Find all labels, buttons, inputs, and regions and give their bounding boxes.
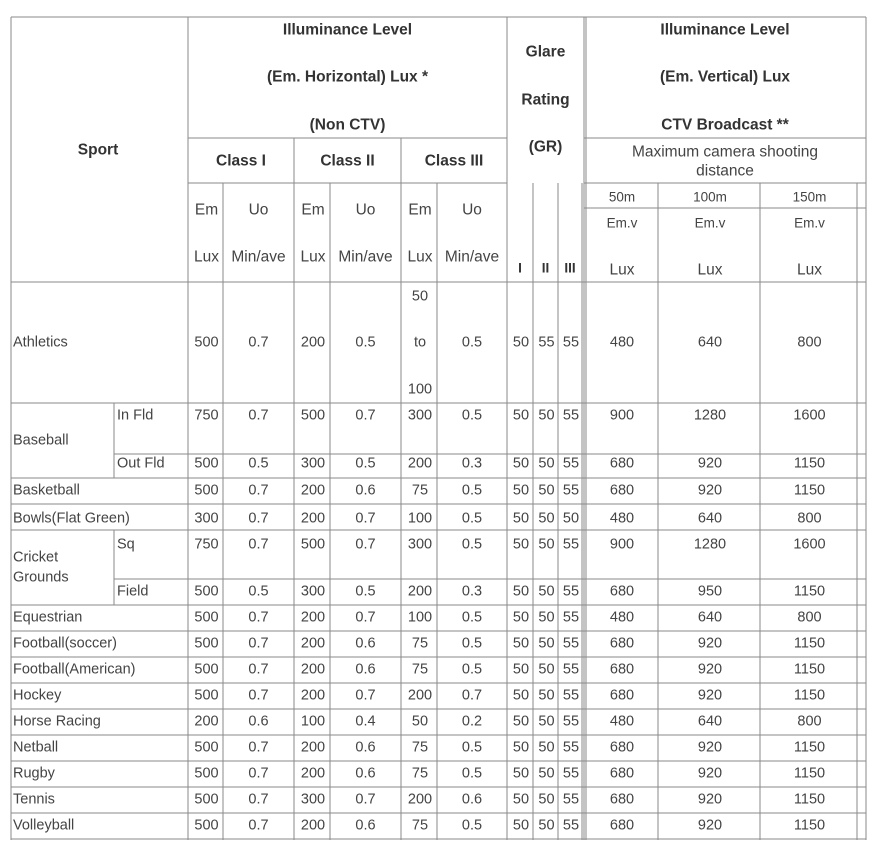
vertical-lux-value: 920 — [697, 687, 723, 704]
em-header-2: Em — [301, 201, 325, 219]
em-value: 75 — [411, 482, 429, 499]
em-value: 500 — [194, 583, 219, 600]
glare-value: 50 — [538, 713, 555, 730]
vertical-lux-value: 480 — [609, 334, 635, 350]
sport-name: Football(soccer) — [13, 635, 117, 652]
lux-header-3: Lux — [407, 248, 433, 266]
uo-value: 0.2 — [461, 713, 483, 730]
uo-value: 0.7 — [355, 407, 376, 424]
em-value: 200 — [407, 455, 433, 472]
em-value: 500 — [194, 455, 219, 472]
glare-value: 55 — [562, 817, 580, 834]
glare-value: 50 — [512, 687, 530, 704]
uo-value: 0.6 — [355, 661, 376, 678]
glare-value: 50 — [538, 510, 555, 527]
uo-value: 0.5 — [461, 510, 483, 527]
vertical-lux-value: 1150 — [793, 765, 826, 782]
uo-header-3: Uo — [462, 201, 482, 219]
distance-header-1: 50m — [608, 189, 636, 205]
vertical-header-note: CTV Broadcast ** — [661, 116, 789, 134]
emv-header-3: Em.v — [794, 215, 825, 231]
em-value: 200 — [300, 635, 326, 652]
em-value: 750 — [194, 407, 219, 424]
em-value: 300 — [300, 791, 326, 808]
em-value: 500 — [194, 817, 219, 834]
uo-value: 0.5 — [461, 609, 483, 626]
vertical-lux-value: 1280 — [693, 536, 727, 553]
uo-value: 0.7 — [355, 536, 376, 553]
uo-value: 0.7 — [355, 791, 376, 808]
vertical-lux-value: 680 — [609, 661, 635, 678]
uo-header-2: Uo — [355, 201, 376, 219]
glare-value: 50 — [538, 687, 555, 704]
uo-value: 0.5 — [461, 739, 483, 756]
uo-value: 0.7 — [461, 687, 483, 704]
lux-header-1: Lux — [194, 248, 219, 266]
em-value: 75 — [411, 739, 429, 756]
glare-value: 55 — [562, 661, 580, 678]
vertical-lux-value: 640 — [697, 510, 723, 527]
vertical-lux-value: 1150 — [793, 739, 826, 756]
table-gridlines — [10, 14, 868, 840]
vertical-lux-value: 1600 — [793, 407, 826, 424]
uo-value: 0.6 — [355, 739, 376, 756]
sport-subarea: In Fld — [117, 407, 154, 424]
emv-header-2: Em.v — [694, 215, 726, 231]
uo-value: 0.5 — [461, 536, 483, 553]
glare-value: 50 — [512, 455, 530, 472]
uo-value: 0.7 — [248, 536, 269, 553]
glare-value: 55 — [562, 635, 580, 652]
uo-value: 0.6 — [461, 791, 483, 808]
em-value: 100 — [407, 381, 433, 398]
em-value: 100 — [407, 510, 433, 527]
vertical-lux-value: 920 — [697, 791, 723, 808]
sport-name: Netball — [13, 739, 59, 756]
em-value: 75 — [411, 635, 429, 652]
glare-value: 55 — [562, 713, 580, 730]
glare-value: 50 — [538, 482, 555, 499]
camera-distance-header: Maximum camera shooting — [631, 143, 819, 161]
em-value: 500 — [194, 635, 219, 652]
vertical-lux-value: 950 — [697, 583, 723, 600]
glare-value: 50 — [538, 407, 555, 424]
em-value: 75 — [411, 817, 429, 834]
uo-value: 0.7 — [248, 510, 269, 527]
sport-subarea: Field — [117, 583, 149, 600]
glare-value: 50 — [512, 407, 530, 424]
glare-value: 50 — [512, 510, 530, 527]
illuminance-table — [10, 14, 868, 840]
glare-header-3: (GR) — [528, 138, 563, 156]
em-value: 200 — [300, 765, 326, 782]
uo-value: 0.5 — [248, 583, 269, 600]
glare-value: 55 — [562, 407, 580, 424]
em-value: 500 — [194, 609, 219, 626]
uo-value: 0.7 — [355, 510, 376, 527]
uo-value: 0.6 — [248, 713, 269, 730]
em-value: 300 — [300, 583, 326, 600]
vertical-lux-value: 480 — [609, 510, 635, 527]
horizontal-header-title: Illuminance Level — [282, 21, 413, 39]
sport-subarea: Out Fld — [117, 455, 165, 472]
sport-name: Horse Racing — [13, 713, 101, 730]
horizontal-header-unit: (Em. Horizontal) Lux * — [266, 68, 429, 86]
uo-value: 0.3 — [461, 583, 483, 600]
uo-value: 0.6 — [355, 635, 376, 652]
em-value: 200 — [300, 609, 326, 626]
glare-value: 55 — [562, 455, 580, 472]
vertical-lux-value: 1150 — [793, 791, 826, 808]
em-header-1: Em — [194, 201, 219, 219]
vertical-lux-value: 920 — [697, 817, 723, 834]
em-value: 750 — [194, 536, 219, 553]
vertical-lux-value: 1150 — [793, 687, 826, 704]
vertical-lux-value: 920 — [697, 661, 723, 678]
em-value: 500 — [194, 482, 219, 499]
gr-iii-header: III — [564, 260, 576, 276]
sport-name: Football(American) — [13, 661, 136, 678]
glare-value: 50 — [512, 739, 530, 756]
uo-value: 0.7 — [248, 687, 269, 704]
glare-value: 50 — [538, 583, 555, 600]
vertical-lux-value: 1150 — [793, 817, 826, 834]
vertical-lux-value: 680 — [609, 765, 635, 782]
glare-value: 55 — [562, 765, 580, 782]
em-value: 75 — [411, 765, 429, 782]
minave-header-1: Min/ave — [231, 248, 286, 266]
em-value: 500 — [300, 407, 326, 424]
uo-value: 0.6 — [355, 817, 376, 834]
minave-header-2: Min/ave — [338, 248, 393, 266]
uo-value: 0.7 — [248, 661, 269, 678]
glare-value: 55 — [538, 334, 555, 350]
em-value: 100 — [407, 609, 433, 626]
glare-value: 50 — [538, 609, 555, 626]
vertical-header-unit: (Em. Vertical) Lux — [659, 68, 791, 86]
uo-value: 0.7 — [248, 791, 269, 808]
glare-value: 55 — [562, 687, 580, 704]
glare-value: 50 — [538, 635, 555, 652]
vertical-lux-value: 680 — [609, 791, 635, 808]
glare-value: 50 — [538, 455, 555, 472]
uo-value: 0.7 — [248, 334, 269, 350]
vertical-lux-value: 1150 — [793, 482, 826, 499]
glare-value: 50 — [512, 713, 530, 730]
gr-i-header: I — [518, 260, 522, 276]
vertical-lux-value: 900 — [609, 407, 635, 424]
sport-name-line-2: Grounds — [13, 569, 69, 586]
sport-name: Basketball — [13, 482, 80, 499]
glare-value: 50 — [538, 739, 555, 756]
glare-value: 50 — [538, 765, 555, 782]
glare-value: 50 — [512, 817, 530, 834]
sport-name: Athletics — [13, 334, 68, 350]
class-iii-header: Class III — [424, 152, 484, 170]
uo-value: 0.5 — [461, 661, 483, 678]
sport-header: Sport — [77, 141, 119, 159]
distance-header-2: 100m — [693, 189, 727, 205]
vertical-lux-header-3: Lux — [797, 261, 822, 279]
em-value: 200 — [407, 687, 433, 704]
sport-name: Equestrian — [13, 609, 83, 626]
gr-ii-header: II — [541, 260, 550, 276]
vertical-lux-value: 680 — [609, 687, 635, 704]
glare-value: 50 — [538, 791, 555, 808]
glare-value: 55 — [562, 583, 580, 600]
emv-header-1: Em.v — [606, 215, 638, 231]
uo-value: 0.7 — [248, 739, 269, 756]
glare-value: 55 — [562, 791, 580, 808]
vertical-lux-value: 680 — [609, 583, 635, 600]
uo-value: 0.5 — [355, 583, 376, 600]
em-value: 200 — [300, 661, 326, 678]
uo-value: 0.7 — [248, 407, 269, 424]
sport-name: Cricket — [13, 549, 59, 566]
sport-name: Rugby — [13, 765, 55, 782]
em-value: 200 — [300, 334, 326, 350]
vertical-lux-value: 480 — [609, 713, 635, 730]
uo-value: 0.5 — [461, 817, 483, 834]
em-value: 500 — [194, 739, 219, 756]
em-value-range: to — [413, 334, 427, 351]
vertical-lux-value: 1150 — [793, 455, 826, 472]
vertical-lux-value: 900 — [609, 536, 635, 553]
em-header-3: Em — [408, 201, 432, 219]
glare-value: 50 — [512, 609, 530, 626]
em-value: 300 — [300, 455, 326, 472]
em-value: 100 — [300, 713, 326, 730]
glare-value: 50 — [538, 661, 555, 678]
vertical-lux-value: 800 — [797, 334, 822, 350]
uo-value: 0.7 — [248, 609, 269, 626]
vertical-lux-value: 1280 — [693, 407, 727, 424]
vertical-lux-value: 680 — [609, 482, 635, 499]
em-value: 200 — [300, 739, 326, 756]
glare-value: 50 — [512, 334, 530, 350]
glare-header-1: Glare — [525, 43, 566, 61]
uo-value: 0.5 — [461, 334, 483, 350]
glare-value: 55 — [562, 536, 580, 553]
camera-distance-header-2: distance — [696, 162, 754, 180]
em-value: 300 — [407, 536, 433, 553]
vertical-lux-value: 1150 — [793, 661, 826, 678]
sport-subarea: Sq — [117, 536, 135, 553]
vertical-lux-value: 640 — [697, 334, 723, 350]
vertical-lux-value: 920 — [697, 455, 723, 472]
uo-header-1: Uo — [248, 201, 269, 219]
uo-value: 0.7 — [248, 765, 269, 782]
vertical-lux-value: 640 — [697, 609, 723, 626]
vertical-lux-value: 640 — [697, 713, 723, 730]
em-value: 500 — [194, 334, 219, 350]
vertical-lux-value: 680 — [609, 739, 635, 756]
uo-value: 0.5 — [461, 765, 483, 782]
uo-value: 0.7 — [248, 635, 269, 652]
vertical-lux-value: 920 — [697, 739, 723, 756]
uo-value: 0.5 — [248, 455, 269, 472]
em-value: 200 — [407, 583, 433, 600]
em-value: 200 — [300, 510, 326, 527]
minave-header-3: Min/ave — [444, 248, 500, 266]
em-value: 300 — [194, 510, 219, 527]
glare-value: 55 — [562, 482, 580, 499]
em-value: 75 — [411, 661, 429, 678]
vertical-lux-value: 480 — [609, 609, 635, 626]
vertical-lux-value: 680 — [609, 635, 635, 652]
sport-name: Volleyball — [13, 817, 75, 834]
vertical-lux-header-2: Lux — [697, 261, 723, 279]
glare-header-2: Rating — [521, 91, 570, 109]
uo-value: 0.7 — [248, 482, 269, 499]
vertical-lux-header-1: Lux — [609, 261, 635, 279]
glare-value: 50 — [512, 536, 530, 553]
em-value: 500 — [194, 661, 219, 678]
em-value: 300 — [407, 407, 433, 424]
vertical-lux-value: 800 — [797, 609, 822, 626]
uo-value: 0.5 — [355, 455, 376, 472]
em-value: 500 — [194, 687, 219, 704]
em-value: 500 — [300, 536, 326, 553]
vertical-lux-value: 920 — [697, 635, 723, 652]
glare-value: 50 — [512, 661, 530, 678]
vertical-lux-value: 800 — [797, 510, 822, 527]
em-value: 500 — [194, 765, 219, 782]
uo-value: 0.4 — [355, 713, 376, 730]
glare-value: 50 — [512, 482, 530, 499]
distance-header-3: 150m — [792, 189, 827, 205]
glare-value: 50 — [538, 817, 555, 834]
glare-value: 50 — [562, 510, 580, 527]
em-value: 200 — [407, 791, 433, 808]
vertical-lux-value: 920 — [697, 765, 723, 782]
sport-name: Baseball — [13, 432, 69, 448]
class-i-header: Class I — [216, 152, 266, 170]
sport-name: Hockey — [13, 687, 62, 704]
uo-value: 0.7 — [355, 687, 376, 704]
vertical-lux-value: 680 — [609, 455, 635, 472]
glare-value: 50 — [538, 536, 555, 553]
uo-value: 0.7 — [355, 609, 376, 626]
glare-value: 55 — [562, 334, 580, 350]
em-value: 50 — [411, 713, 429, 730]
vertical-lux-value: 920 — [697, 482, 723, 499]
vertical-lux-value: 1150 — [793, 583, 826, 600]
glare-value: 55 — [562, 739, 580, 756]
em-value: 200 — [300, 817, 326, 834]
glare-value: 50 — [512, 583, 530, 600]
uo-value: 0.6 — [355, 765, 376, 782]
vertical-lux-value: 1600 — [793, 536, 826, 553]
em-value: 200 — [300, 482, 326, 499]
vertical-lux-value: 800 — [797, 713, 822, 730]
lux-header-2: Lux — [300, 248, 326, 266]
glare-value: 50 — [512, 765, 530, 782]
uo-value: 0.6 — [355, 482, 376, 499]
horizontal-header-note: (Non CTV) — [309, 116, 386, 134]
glare-value: 50 — [512, 635, 530, 652]
uo-value: 0.5 — [461, 635, 483, 652]
uo-value: 0.3 — [461, 455, 483, 472]
em-value: 500 — [194, 791, 219, 808]
class-ii-header: Class II — [320, 152, 375, 170]
em-value: 50 — [411, 288, 429, 305]
vertical-lux-value: 680 — [609, 817, 635, 834]
uo-value: 0.7 — [248, 817, 269, 834]
glare-value: 50 — [512, 791, 530, 808]
sport-name: Bowls(Flat Green) — [13, 510, 130, 527]
em-value: 200 — [300, 687, 326, 704]
uo-value: 0.5 — [461, 482, 483, 499]
vertical-header-title: Illuminance Level — [660, 21, 790, 39]
uo-value: 0.5 — [355, 334, 376, 350]
uo-value: 0.5 — [461, 407, 483, 424]
glare-value: 55 — [562, 609, 580, 626]
sport-name: Tennis — [13, 791, 55, 808]
em-value: 200 — [194, 713, 219, 730]
vertical-lux-value: 1150 — [793, 635, 826, 652]
